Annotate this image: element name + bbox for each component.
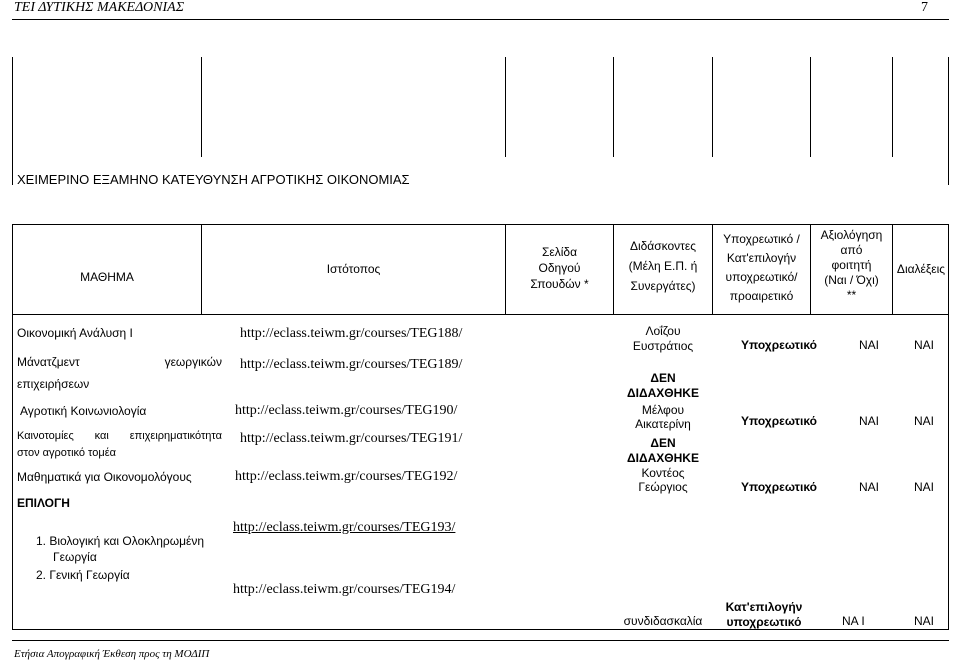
col-header-course: ΜΑΘΗΜΑ [80,270,134,284]
instructor: συνδιδασκαλία [623,614,703,628]
frame-line [712,57,713,157]
frame-line [12,57,13,185]
instructor-not-taught: ΔΕΝ ΔΙΔΑΧΘΗΚΕ [627,371,699,400]
instructor: Κοντέος Γεώργιος [638,466,688,494]
course-name: Οικονομική Ανάλυση Ι [17,326,133,340]
instructor: Μέλφου Αικατερίνη [635,403,691,431]
lectures-value: ΝΑΙ [914,480,935,494]
course-type: Υποχρεωτικό [741,414,817,428]
col-header-website: Ιστότοπος [326,262,381,276]
footer-text: Ετήσια Απογραφική Έκθεση προς τη ΜΟΔΙΠ [14,648,210,660]
col-header-evaluation: Αξιολόγηση από φοιτητή (Ναι / Όχι) ** [820,228,883,302]
table-header-bottom [12,314,949,315]
footer-rule [12,640,949,641]
course-url[interactable]: http://eclass.teiwm.gr/courses/TEG191/ [240,431,463,446]
course-name: Καινοτομίες και επιχειρηματικότητα στον αγροτικό τομέα [17,430,222,459]
lectures-value: ΝΑΙ [914,414,935,428]
course-url[interactable]: http://eclass.teiwm.gr/courses/TEG192/ [235,469,458,484]
col-header-guide-page: Σελίδα Οδηγού Σπουδών * [530,245,589,291]
instructor-not-taught: ΔΕΝ ΔΙΔΑΧΘΗΚΕ [627,436,699,465]
section-title: ΧΕΙΜΕΡΙΝΟ ΕΞΑΜΗΝΟ ΚΑΤΕΥΘΥΝΣΗ ΑΓΡΟΤΙΚΗΣ ΟΙΚΟΝΟΜΙΑΣ [17,172,410,187]
evaluation-value: ΝΑΙ [859,480,880,494]
course-type: Υποχρεωτικό [741,338,817,352]
header-institution: ΤΕΙ ΔΥΤΙΚΗΣ ΜΑΚΕΔΟΝΙΑΣ [14,0,185,15]
course-url[interactable]: http://eclass.teiwm.gr/courses/TEG190/ [235,403,458,418]
col-header-lectures: Διαλέξεις [896,262,946,276]
course-name: 2. Γενική Γεωργία [36,568,130,582]
lectures-value: ΝΑΙ [914,614,935,628]
table-border-left-body [12,314,13,630]
table-border-right-body [948,314,949,630]
course-name: Αγροτική Κοινωνιολογία [20,404,147,418]
course-url[interactable]: http://eclass.teiwm.gr/courses/TEG194/ [233,582,456,597]
frame-line [892,57,893,157]
course-name: Μάνατζμεντ γεωργικών επιχειρήσεων [17,355,222,391]
frame-line [613,57,614,157]
evaluation-value: ΝΑΙ [859,414,880,428]
table-border-top [12,224,949,225]
course-url[interactable]: http://eclass.teiwm.gr/courses/TEG188/ [240,326,463,341]
evaluation-value: ΝΑ Ι [842,614,865,628]
course-name: 1. Βιολογική και Ολοκληρωμένη Γεωργία [36,534,205,564]
course-url[interactable]: http://eclass.teiwm.gr/courses/TEG189/ [240,357,463,372]
course-type: Υποχρεωτικό [741,480,817,494]
course-selection-label: ΕΠΙΛΟΓΗ [17,496,70,510]
lectures-value: ΝΑΙ [914,338,935,352]
evaluation-value: ΝΑΙ [859,338,880,352]
col-header-instructors: Διδάσκοντες (Μέλη Ε.Π. ή Συνεργάτες) [628,239,698,293]
header-rule [12,19,949,20]
course-name: Μαθηματικά για Οικονομολόγους [17,470,192,484]
frame-line [810,57,811,157]
frame-line [201,57,202,157]
page-number: 7 [921,0,928,15]
course-type: Κατ'επιλογήν υποχρεωτικό [725,600,803,629]
instructor: Λοΐζου Ευστράτιος [632,324,694,353]
course-url[interactable]: http://eclass.teiwm.gr/courses/TEG193/ [233,520,456,535]
frame-line [948,57,949,185]
frame-line [505,57,506,157]
col-header-type: Υποχρεωτικό / Κατ'επιλογήν υποχρεωτικό/ προαιρετικό [723,232,800,303]
